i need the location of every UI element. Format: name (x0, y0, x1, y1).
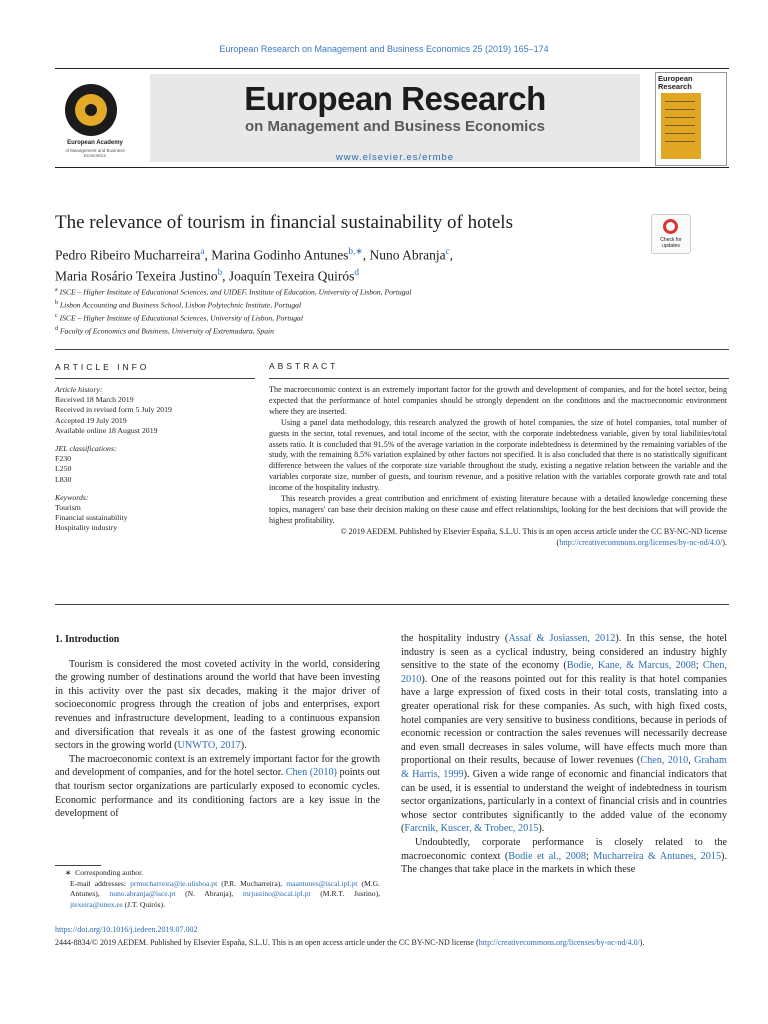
email-link[interactable]: jtexeira@unex.es (70, 899, 123, 909)
affiliation-key: b (55, 300, 58, 307)
text-run: ). In this sense, the hotel industry is seen as a cyclical industry, being considered an industry highly sensitive to the state of the economy ( (401, 633, 728, 672)
body-column-right (401, 632, 727, 877)
email-owner: (M.R.T. Justino), (310, 889, 380, 898)
article-info-heading: ARTICLE INFO (55, 362, 150, 372)
citation-link[interactable]: Assaf & Josiassen, 2012 (508, 633, 616, 644)
email-owner: (N. Abranja), (175, 889, 243, 898)
journal-title: European Research (244, 80, 546, 117)
authors-line-1 (55, 243, 675, 264)
text-run: ). (538, 823, 545, 835)
corresponding-note (55, 868, 380, 879)
history-label: Article history: (55, 385, 103, 394)
text-run: Undoubtedly, corporate performance is closely related to the macroeconomic context ( (401, 836, 727, 862)
citation-link[interactable]: Chen, 2010 (640, 755, 689, 767)
footnote-marker: ∗ (65, 868, 72, 877)
author-affiliation-marker[interactable]: c (445, 246, 450, 256)
text-run: The macroeconomic context is an extremely important factor for the growth and development of companies, and for the hotel sector. (55, 753, 380, 779)
journal-subtitle: on Management and Business Economics (244, 118, 546, 135)
author-list (55, 243, 675, 284)
citation-link[interactable]: UNWTO, 2017 (177, 740, 241, 752)
journal-url-link[interactable]: www.elsevier.es/ermbe (335, 152, 455, 163)
keyword: Tourism (55, 503, 81, 513)
masthead-top-rule (55, 68, 729, 69)
corresponding-label: Corresponding author. (75, 868, 144, 877)
aedem-logo (55, 80, 135, 160)
jel-code: L830 (55, 474, 72, 484)
author-affiliation-marker[interactable]: d (354, 266, 359, 277)
affiliation-item (55, 311, 695, 324)
history-item: Accepted 19 July 2019 (55, 415, 127, 425)
citation-link[interactable]: Chen (2010) (285, 767, 337, 779)
author-affiliation-marker[interactable]: a (200, 246, 205, 256)
cover-line (665, 101, 695, 102)
citation-link[interactable]: Bodie et al., 2008 (508, 850, 586, 862)
cover-line (665, 109, 695, 110)
text-run: ). The changes that take place in the markets in which these (401, 850, 727, 876)
email-link[interactable]: mrjustino@iscal.ipl.pt (242, 889, 311, 898)
badge-label: Check for updates (660, 237, 682, 249)
body-column-left (55, 633, 380, 821)
author-separator: , (222, 268, 229, 283)
journal-cover-thumbnail[interactable] (655, 72, 727, 166)
text-run: ; (695, 660, 703, 672)
text-run: points out that tourism sector organizations are particularly exposed to economic cycles. Economic performance and its conditioning factors are a key issue in the development of (55, 767, 380, 820)
affiliation-item (55, 324, 695, 337)
license-end: ). (639, 938, 645, 947)
keyword: Financial sustainability (55, 513, 128, 523)
logo-line1: European Academy (67, 140, 123, 146)
affiliation-item (55, 285, 695, 298)
section-heading: 1. Introduction (55, 634, 120, 645)
affiliation-text: Lisbon Accounting and Business School, Lisbon Polytechnic Institute, Portugal (58, 300, 302, 310)
cover-line (665, 125, 695, 126)
cover-band (661, 93, 701, 159)
divider (269, 378, 729, 379)
citation-link[interactable]: Chen, 2010 (401, 660, 727, 685)
affiliation-key: c (55, 313, 58, 320)
history-block (55, 385, 255, 436)
abstract-heading: ABSTRACT (269, 361, 339, 371)
email-link[interactable]: maantunes@iscal.ipl.pt (286, 878, 358, 888)
email-link[interactable]: prmucharreira@ie.ulisboa.pt (130, 878, 218, 888)
email-label: E-mail addresses: (70, 878, 131, 888)
email-list (55, 879, 380, 911)
divider (55, 378, 255, 379)
history-item: Available online 18 August 2019 (55, 425, 158, 435)
jel-code: L250 (55, 464, 72, 474)
author-separator: , (449, 247, 453, 263)
author-separator: , (362, 247, 370, 263)
body-paragraph (401, 836, 727, 877)
text-run: ). (240, 740, 247, 752)
jel-block (55, 444, 255, 485)
body-paragraph (401, 632, 727, 836)
jel-code: F230 (55, 454, 72, 464)
affiliation-key: d (55, 326, 58, 333)
doi-link[interactable]: https://doi.org/10.1016/j.iedeen.2019.07.002 (55, 925, 198, 934)
body-paragraph (55, 753, 380, 821)
author-name: Joaquín Texeira Quirós (228, 268, 355, 283)
text-run: ). One of the reasons pointed out for this reality is that hotel companies have a large expression of fixed costs in their total costs, translating into a greater operational risk for these companies. As such, with high fixed costs, hotel companies are very sensitive to business conditions, because in periods of economic recession or contraction the sales revenues will necessarily decrease and even small decreases in sales volume, will have effects much more than proportional on their results, because of lower revenues ( (401, 673, 727, 767)
license-link[interactable]: http://creativecommons.org/licenses/by-nc-nd/4.0/ (559, 537, 723, 547)
affiliation-text: Faculty of Economics and Business, University of Extremadura, Spain (58, 326, 274, 336)
divider (55, 604, 729, 605)
affiliations (55, 285, 695, 337)
abstract-paragraph: Using a panel data methodology, this research analyzed the growth of hotel companies, the size of hotel companies, total number of guests in the sector, total revenues, and total income of the sector, with the corporate indebtedness variable, given by total liabilities/total assets ratio. It is concluded that 91.5% of the average variation in the corporate indebtedness is determined by the remaining variables of the study, with the remaining 8.5% variation explained by other factors not specified. It is also concluded that there is no statistically significant difference between the values of the corporate size variable throughout the study, existing a negative relation between the variable and the variables corporate size, number of guests, and tourism revenue, and a positive relation with the variables corporate growth rate and total income of the hospitality industry. (269, 417, 727, 493)
abstract-body (269, 385, 727, 549)
history-list (55, 395, 255, 436)
footnote (55, 868, 380, 910)
article-title: The relevance of tourism in financial sustainability of hotels (55, 212, 513, 233)
divider (55, 349, 729, 350)
journal-masthead (55, 68, 729, 168)
author-name: Nuno Abranja (369, 247, 446, 263)
cover-line (665, 117, 695, 118)
seal-icon (65, 84, 117, 136)
citation-link[interactable]: Farcnik, Kuscer, & Trobec, 2015 (404, 823, 539, 835)
copyright-end: ). (722, 537, 727, 547)
affiliation-key: a (55, 287, 58, 293)
abstract-paragraph: This research provides a great contribution and enrichment of existing literature because with a detailed knowledge concerning these topics, managers' can base their decision making on these cause and effect relationships, looking for the best decisions that will provide the highest profitability. (269, 494, 727, 525)
author-name: Pedro Ribeiro Mucharreira (55, 247, 201, 263)
license-link[interactable]: http://creativecommons.org/licenses/by-nc-nd/4.0/ (478, 938, 640, 947)
license-text: 2444-8834/© 2019 AEDEM. Published by Elsevier España, S.L.U. This is an open access article under the CC BY-NC-ND license ( (55, 938, 479, 947)
authors-line-2 (55, 264, 675, 285)
body-paragraph (55, 658, 380, 753)
history-item: Received 18 March 2019 (55, 395, 134, 405)
article-info (55, 385, 255, 542)
citation-link[interactable]: Bodie, Kane, & Marcus, 2008 (566, 660, 696, 672)
keywords-block (55, 493, 255, 534)
masthead-banner (150, 74, 640, 162)
keywords-list (55, 503, 255, 534)
keywords-label: Keywords: (55, 492, 89, 502)
journal-reference[interactable]: European Research on Management and Business Economics 25 (2019) 165–174 (219, 44, 549, 54)
license-statement (55, 937, 729, 948)
crossmark-icon (663, 219, 678, 234)
cover-line (665, 141, 695, 142)
affiliation-text: ISCE – Higher Institute of Educational Sciences, University of Lisbon, Portugal (57, 313, 303, 323)
text-run: ; (585, 850, 594, 862)
cover-line (665, 133, 695, 134)
copyright-text: © 2019 AEDEM. Published by Elsevier España, S.L.U. This is an open access article under the CC BY-NC-ND license ( (340, 526, 727, 547)
affiliation-text: ISCE – Higher Institute of Educational Sciences, and UIDEF, Institute of Education, University of Lisbon, Portugal (57, 287, 412, 297)
citation-link[interactable]: Graham & Harris, 1999 (401, 755, 727, 780)
affiliation-item (55, 298, 695, 311)
text-run: the hospitality industry ( (401, 633, 509, 644)
masthead-bottom-rule (55, 167, 729, 168)
author-separator: , (204, 247, 212, 263)
abstract-paragraph: The macroeconomic context is an extremely important factor for the growth and development of companies, and for the hotel sector, being expected that the performance of hotel companies should be strongly dependent on the conditions and the macroeconomic environment where they are inserted. (269, 385, 727, 416)
text-run: Tourism is considered the most coveted activity in the world, considering the growing number of destinations around the world that have been investing in this activity over the past six decades, making it the major driver of socioeconomic progress through the creation of jobs and enterprises, export revenues and infrastructure development, leading to a continuous expansion and diversification that reveals it as one of the fastest growing economic sectors in the growing world ( (55, 658, 380, 752)
jel-list (55, 454, 255, 485)
author-name: Marina Godinho Antunes (211, 247, 349, 263)
author-name: Maria Rosário Texeira Justino (55, 268, 218, 283)
email-owner: (J.T. Quirós). (122, 899, 166, 909)
author-affiliation-marker[interactable]: b,∗ (348, 246, 363, 256)
email-owner: (M.G. Antunes), (70, 878, 381, 898)
history-item: Received in revised form 5 July 2019 (55, 405, 172, 415)
email-link[interactable]: nuno.abranja@isce.pt (109, 889, 176, 898)
citation-link[interactable]: Mucharreira & Antunes, 2015 (593, 850, 722, 862)
logo-line2: of Management and Business Economics (65, 148, 125, 158)
abstract-copyright (269, 527, 727, 549)
email-owner: (P.R. Mucharreira), (217, 878, 287, 888)
text-run: , (688, 755, 695, 767)
author-affiliation-marker[interactable]: b (217, 266, 223, 277)
footnote-rule (55, 865, 101, 866)
cover-title: European Research (658, 74, 693, 91)
jel-label: JEL classifications: (55, 444, 117, 454)
text-run: ). Given a wide range of economic and financial indicators that can be used, it is essential to understand the weight of indebtedness in tourism sector organizations, particularly in a context of financial crisis and in countries whose sector contributes significantly to the added value of the economy ( (401, 768, 728, 835)
keyword: Hospitality industry (55, 523, 118, 533)
